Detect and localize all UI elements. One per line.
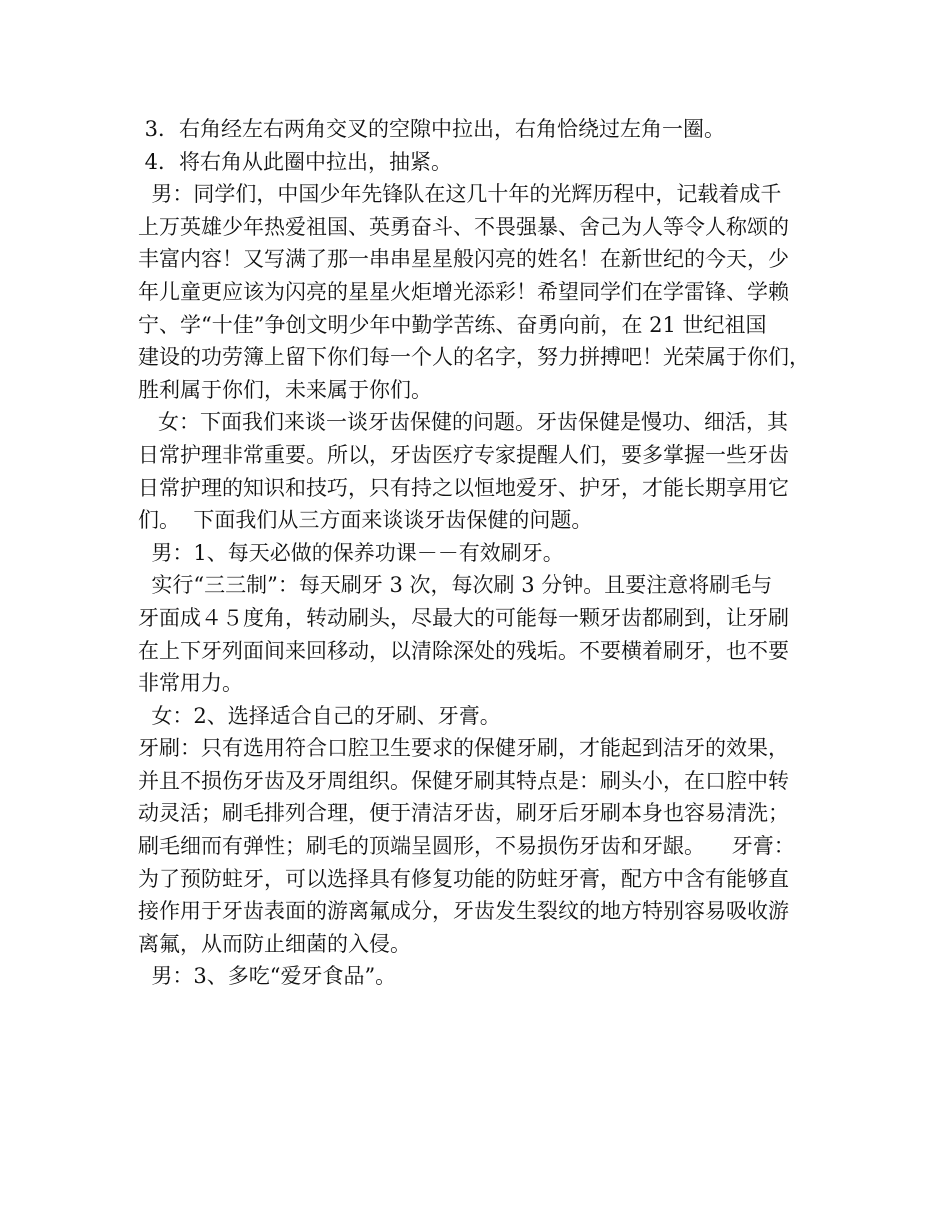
- text-line: 并且不损伤牙齿及牙周组织。保健牙刷其特点是：刷头小，在口腔中转: [138, 768, 789, 793]
- text-line: 日常护理的知识和技巧，只有持之以恒地爱牙、护牙，才能长期享用它: [138, 475, 789, 500]
- text-line: 牙面成４５度角，转动刷头，尽最大的可能每一颗牙齿都刷到，让牙刷: [138, 605, 789, 630]
- text-line: 日常护理非常重要。所以，牙齿医疗专家提醒人们，要多掌握一些牙齿: [138, 442, 789, 467]
- text-line: 宁、学“十佳”争创文明少年中勤学苦练、奋勇向前，在 21 世纪祖国: [138, 312, 767, 337]
- text-line: 上万英雄少年热爱祖国、英勇奋斗、不畏强暴、舍己为人等令人称颂的: [138, 214, 789, 239]
- text-line: 建设的功劳簿上留下你们每一个人的名字，努力拼搏吧！光荣属于你们，: [138, 345, 810, 370]
- text-line: 非常用力。: [138, 671, 243, 696]
- document-body: [138, 113, 818, 993]
- text-line: 们。 下面我们从三方面来谈谈牙齿保健的问题。: [138, 508, 593, 533]
- text-line: 3．右角经左右两角交叉的空隙中拉出，右角恰绕过左角一圈。: [138, 117, 726, 141]
- text-line: 胜利属于你们，未来属于你们。: [138, 377, 432, 402]
- text-line: 男：同学们，中国少年先锋队在这几十年的光辉历程中，记载着成千: [138, 182, 782, 207]
- text-line: 实行“三三制”：每天刷牙 3 次，每次刷 3 分钟。且要注意将刷毛与: [138, 573, 773, 598]
- text-line: 刷毛细而有弹性；刷毛的顶端呈圆形，不易损伤牙齿和牙龈。 牙膏：: [138, 834, 795, 859]
- text-line: 离氟，从而防止细菌的入侵。: [138, 931, 411, 956]
- text-line: 接作用于牙齿表面的游离氟成分，牙齿发生裂纹的地方特别容易吸收游: [138, 899, 789, 924]
- text-line: 女：下面我们来谈一谈牙齿保健的问题。牙齿保健是慢功、细活，其: [138, 410, 789, 435]
- text-line: 为了预防蛀牙，可以选择具有修复功能的防蛀牙膏，配方中含有能够直: [138, 866, 789, 891]
- text-line: 在上下牙列面间来回移动，以清除深处的残垢。不要横着刷牙，也不要: [138, 638, 789, 663]
- text-line: 女：2、选择适合自己的牙刷、牙膏。: [138, 703, 501, 728]
- text-line: 年儿童更应该为闪亮的星星火炬增光添彩！希望同学们在学雷锋、学赖: [138, 279, 789, 304]
- text-line: 男：3、多吃“爱牙食品”。: [138, 964, 397, 989]
- text-line: 牙刷：只有选用符合口腔卫生要求的保健牙刷，才能起到洁牙的效果，: [138, 736, 789, 761]
- text-line: 动灵活；刷毛排列合理，便于清洁牙齿，刷牙后牙刷本身也容易清洗；: [138, 801, 789, 826]
- text-line: 丰富内容！又写满了那一串串星星般闪亮的姓名！在新世纪的今天，少: [138, 247, 789, 272]
- text-line: 男：1、每天必做的保养功课－－有效刷牙。: [138, 540, 564, 565]
- text-line: 4．将右角从此圈中拉出，抽紧。: [138, 149, 453, 174]
